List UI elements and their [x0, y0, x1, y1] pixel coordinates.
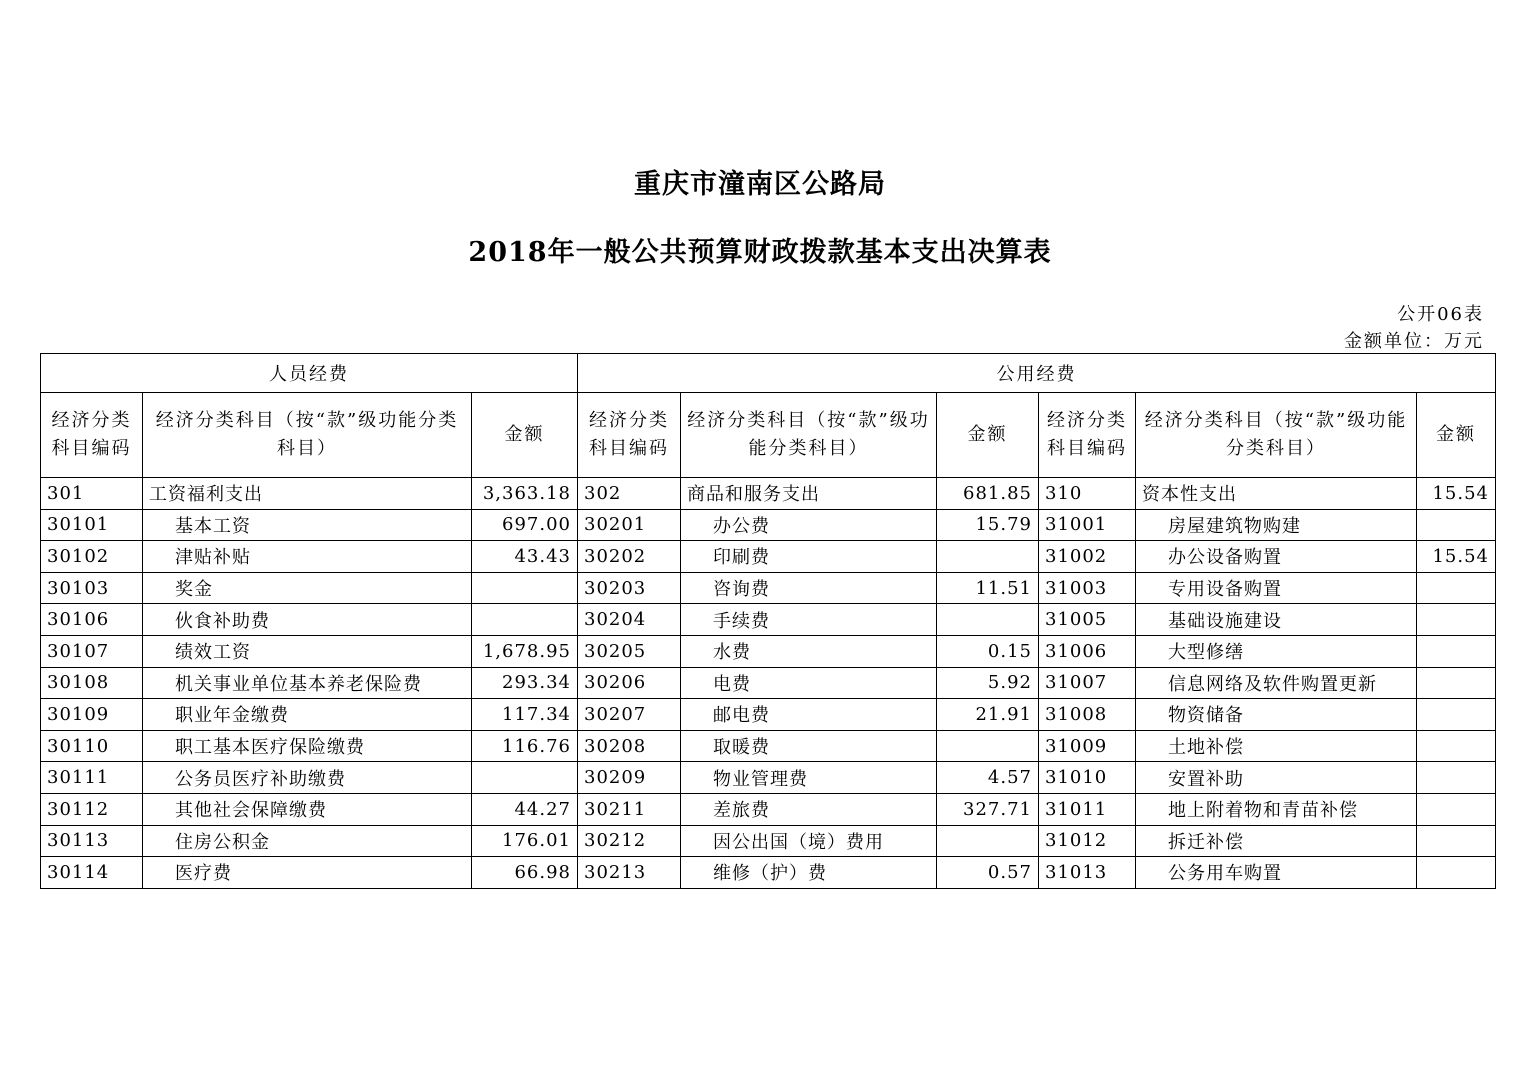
amount-header: 金额 [1417, 393, 1496, 478]
amount-header: 金额 [472, 393, 578, 478]
table-row [41, 667, 1496, 699]
code-cell: 30211 [578, 793, 681, 825]
code-cell: 30113 [41, 825, 143, 857]
name-cell: 因公出国（境）费用 [681, 825, 937, 857]
table-row [41, 572, 1496, 604]
amount-cell [1417, 667, 1496, 699]
name-cell: 公务用车购置 [1136, 857, 1417, 889]
name-cell: 房屋建筑物购建 [1136, 509, 1417, 541]
code-cell: 30213 [578, 857, 681, 889]
code-cell: 31003 [1039, 572, 1136, 604]
name-cell: 医疗费 [143, 857, 472, 889]
amount-cell [1417, 730, 1496, 762]
amount-cell: 117.34 [472, 699, 578, 731]
name-cell: 职业年金缴费 [143, 699, 472, 731]
table-row [41, 478, 1496, 510]
name-cell: 差旅费 [681, 793, 937, 825]
name-cell: 基础设施建设 [1136, 604, 1417, 636]
table-number: 公开06表 [1397, 304, 1484, 325]
table-row [41, 762, 1496, 794]
table-row [41, 730, 1496, 762]
code-header: 经济分类科目编码 [1039, 393, 1136, 478]
amount-cell: 44.27 [472, 793, 578, 825]
name-cell: 手续费 [681, 604, 937, 636]
name-cell: 住房公积金 [143, 825, 472, 857]
name-cell: 土地补偿 [1136, 730, 1417, 762]
code-cell: 30103 [41, 572, 143, 604]
name-cell: 物资储备 [1136, 699, 1417, 731]
code-cell: 31007 [1039, 667, 1136, 699]
amount-cell: 293.34 [472, 667, 578, 699]
amount-cell: 0.57 [937, 857, 1039, 889]
amount-cell [1417, 604, 1496, 636]
amount-cell: 15.54 [1417, 541, 1496, 573]
name-cell: 机关事业单位基本养老保险费 [143, 667, 472, 699]
amount-cell [1417, 793, 1496, 825]
code-cell: 31002 [1039, 541, 1136, 573]
code-cell: 30111 [41, 762, 143, 794]
amount-cell: 43.43 [472, 541, 578, 573]
name-cell: 邮电费 [681, 699, 937, 731]
code-cell: 30107 [41, 635, 143, 667]
name-header: 经济分类科目（按“款”级功能分类科目） [143, 393, 472, 478]
name-header: 经济分类科目（按“款”级功能分类科目） [1136, 393, 1417, 478]
name-cell: 拆迁补偿 [1136, 825, 1417, 857]
code-cell: 30206 [578, 667, 681, 699]
page-subtitle: 2018年一般公共预算财政拨款基本支出决算表 [468, 237, 1052, 268]
name-cell: 取暖费 [681, 730, 937, 762]
amount-cell: 66.98 [472, 857, 578, 889]
name-cell: 办公费 [681, 509, 937, 541]
name-cell: 大型修缮 [1136, 635, 1417, 667]
code-cell: 30207 [578, 699, 681, 731]
amount-cell: 21.91 [937, 699, 1039, 731]
code-cell: 31001 [1039, 509, 1136, 541]
name-cell: 安置补助 [1136, 762, 1417, 794]
amount-cell: 176.01 [472, 825, 578, 857]
amount-cell [1417, 857, 1496, 889]
name-cell: 地上附着物和青苗补偿 [1136, 793, 1417, 825]
table-row [41, 604, 1496, 636]
name-cell: 电费 [681, 667, 937, 699]
amount-cell [472, 762, 578, 794]
code-cell: 30114 [41, 857, 143, 889]
name-cell: 公务员医疗补助缴费 [143, 762, 472, 794]
code-cell: 30202 [578, 541, 681, 573]
name-cell: 办公设备购置 [1136, 541, 1417, 573]
amount-cell [937, 604, 1039, 636]
name-cell: 专用设备购置 [1136, 572, 1417, 604]
name-cell: 维修（护）费 [681, 857, 937, 889]
code-cell: 31012 [1039, 825, 1136, 857]
table-row [41, 699, 1496, 731]
amount-cell: 681.85 [937, 478, 1039, 510]
code-cell: 30205 [578, 635, 681, 667]
public-group-header: 公用经费 [578, 354, 1496, 393]
code-cell: 30110 [41, 730, 143, 762]
amount-cell [937, 825, 1039, 857]
name-cell: 工资福利支出 [143, 478, 472, 510]
personnel-group-header: 人员经费 [41, 354, 578, 393]
name-cell: 津贴补贴 [143, 541, 472, 573]
table-row [41, 793, 1496, 825]
amount-cell: 697.00 [472, 509, 578, 541]
budget-table [40, 353, 1496, 889]
table-row [41, 825, 1496, 857]
table-row [41, 857, 1496, 889]
amount-cell [1417, 825, 1496, 857]
code-cell: 30102 [41, 541, 143, 573]
code-cell: 31011 [1039, 793, 1136, 825]
table-row [41, 635, 1496, 667]
amount-header: 金额 [937, 393, 1039, 478]
amount-cell [937, 730, 1039, 762]
code-cell: 30212 [578, 825, 681, 857]
amount-cell: 327.71 [937, 793, 1039, 825]
unit-label: 金额单位：万元 [1344, 331, 1484, 352]
code-header: 经济分类科目编码 [578, 393, 681, 478]
name-cell: 伙食补助费 [143, 604, 472, 636]
code-cell: 30209 [578, 762, 681, 794]
amount-cell [1417, 635, 1496, 667]
code-cell: 31013 [1039, 857, 1136, 889]
amount-cell: 11.51 [937, 572, 1039, 604]
name-header: 经济分类科目（按“款”级功能分类科目） [681, 393, 937, 478]
code-cell: 31010 [1039, 762, 1136, 794]
code-cell: 30201 [578, 509, 681, 541]
name-cell: 物业管理费 [681, 762, 937, 794]
name-cell: 商品和服务支出 [681, 478, 937, 510]
amount-cell: 3,363.18 [472, 478, 578, 510]
name-cell: 职工基本医疗保险缴费 [143, 730, 472, 762]
name-cell: 咨询费 [681, 572, 937, 604]
code-cell: 30204 [578, 604, 681, 636]
code-cell: 30112 [41, 793, 143, 825]
amount-cell: 1,678.95 [472, 635, 578, 667]
code-cell: 31005 [1039, 604, 1136, 636]
amount-cell [472, 604, 578, 636]
code-header: 经济分类科目编码 [41, 393, 143, 478]
amount-cell [1417, 509, 1496, 541]
table-row [41, 541, 1496, 573]
code-cell: 31009 [1039, 730, 1136, 762]
code-cell: 301 [41, 478, 143, 510]
name-cell: 水费 [681, 635, 937, 667]
table-body [41, 478, 1496, 889]
name-cell: 其他社会保障缴费 [143, 793, 472, 825]
amount-cell: 15.79 [937, 509, 1039, 541]
code-cell: 30109 [41, 699, 143, 731]
code-cell: 30108 [41, 667, 143, 699]
code-cell: 302 [578, 478, 681, 510]
amount-cell [937, 541, 1039, 573]
name-cell: 印刷费 [681, 541, 937, 573]
amount-cell: 116.76 [472, 730, 578, 762]
name-cell: 资本性支出 [1136, 478, 1417, 510]
name-cell: 基本工资 [143, 509, 472, 541]
code-cell: 30203 [578, 572, 681, 604]
code-cell: 31008 [1039, 699, 1136, 731]
amount-cell: 15.54 [1417, 478, 1496, 510]
amount-cell [1417, 699, 1496, 731]
code-cell: 30106 [41, 604, 143, 636]
name-cell: 信息网络及软件购置更新 [1136, 667, 1417, 699]
name-cell: 绩效工资 [143, 635, 472, 667]
amount-cell [472, 572, 578, 604]
amount-cell: 5.92 [937, 667, 1039, 699]
amount-cell: 0.15 [937, 635, 1039, 667]
table-row [41, 509, 1496, 541]
amount-cell [1417, 762, 1496, 794]
code-cell: 31006 [1039, 635, 1136, 667]
amount-cell: 4.57 [937, 762, 1039, 794]
code-cell: 30101 [41, 509, 143, 541]
code-cell: 310 [1039, 478, 1136, 510]
page-title: 重庆市潼南区公路局 [634, 169, 886, 200]
amount-cell [1417, 572, 1496, 604]
name-cell: 奖金 [143, 572, 472, 604]
code-cell: 30208 [578, 730, 681, 762]
